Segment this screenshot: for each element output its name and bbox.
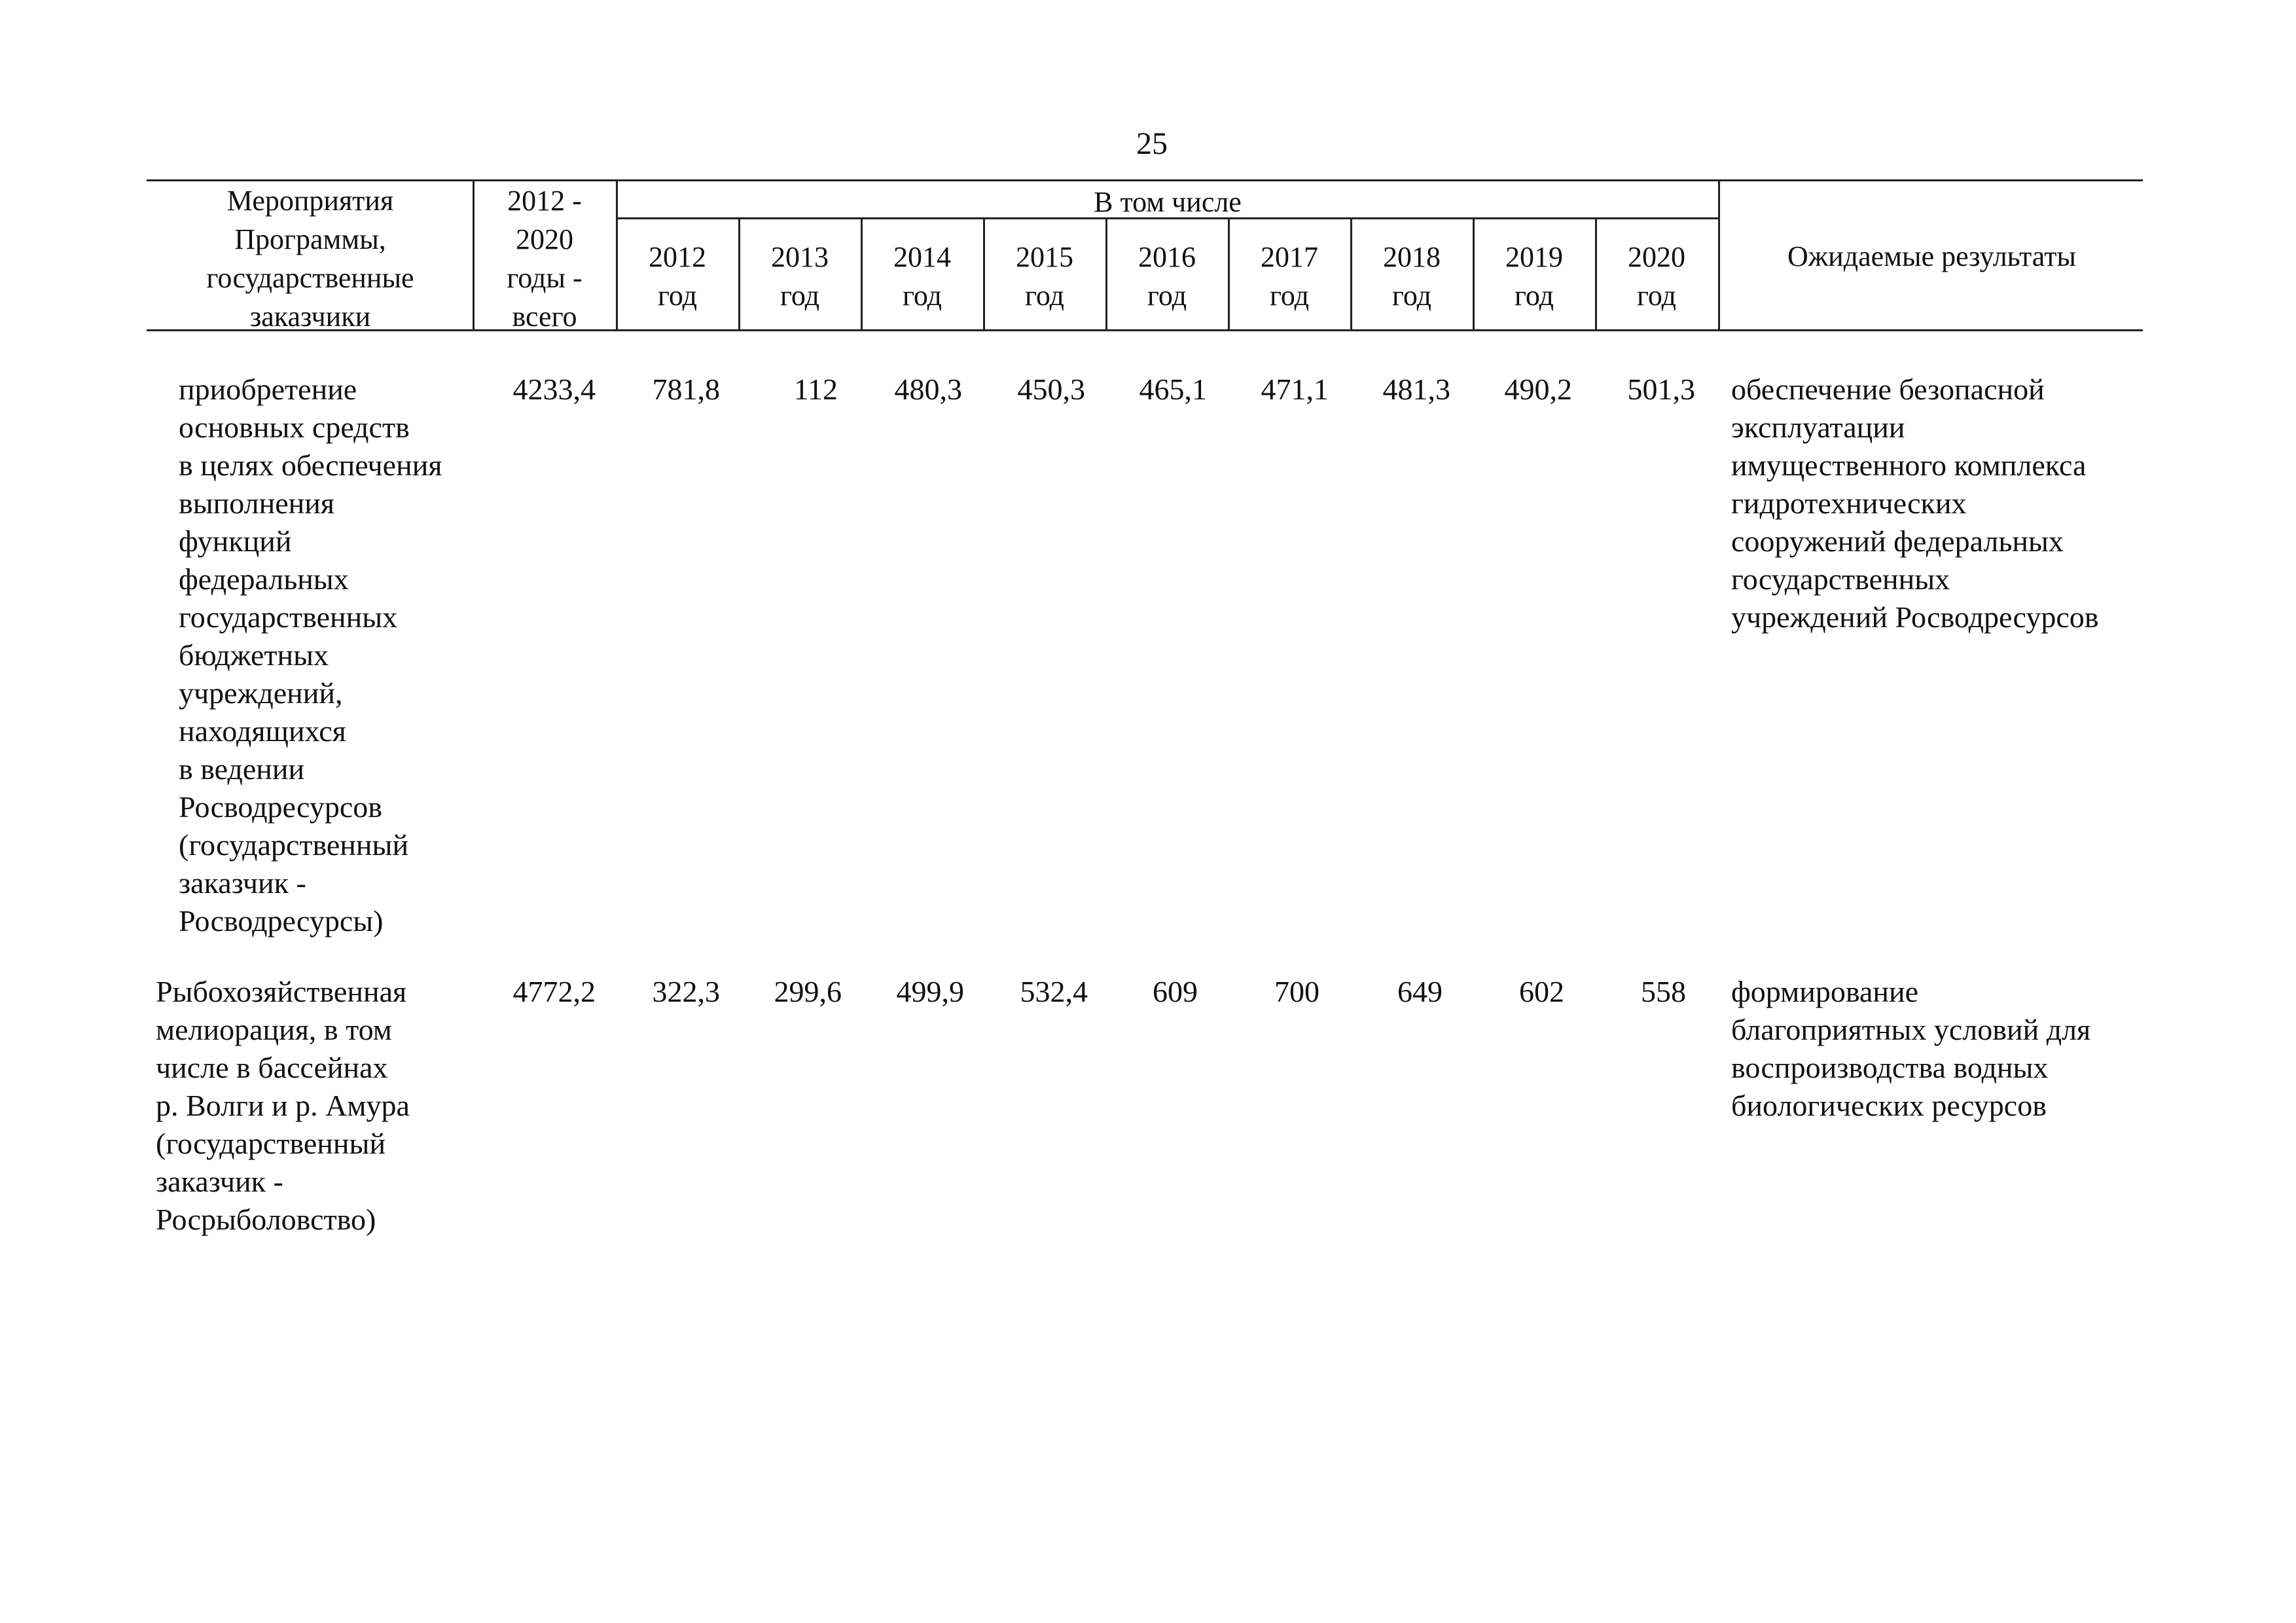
result-line: государственных — [1731, 562, 1950, 596]
header-total — [475, 181, 614, 336]
measure-line: заказчик - — [156, 1165, 283, 1198]
header-year-number: 2014 — [893, 241, 951, 273]
row-1-result — [1731, 371, 2137, 636]
row-2-value-2019: 602 — [1519, 975, 1564, 1008]
result-line: гидротехнических — [1731, 486, 1967, 520]
header-measures-line: Мероприятия — [226, 185, 394, 217]
header-year-number: 2012 — [649, 241, 706, 273]
row-2-result — [1731, 973, 2137, 1125]
measure-line: федеральных — [179, 562, 349, 596]
result-line: учреждений Росводресурсов — [1731, 600, 2099, 634]
header-year-unit: год — [1514, 280, 1554, 312]
measure-line: приобретение — [179, 373, 357, 406]
row-1-measure — [179, 371, 470, 940]
row-2-value-2017: 700 — [1274, 975, 1319, 1008]
divider-measures-total — [473, 179, 475, 329]
measure-line: государственных — [179, 600, 398, 634]
measure-line: Росводресурсов — [179, 790, 382, 824]
result-line: обеспечение безопасной — [1731, 373, 2045, 406]
measure-line: в целях обеспечения — [179, 448, 442, 482]
row-2-value-2014: 499,9 — [896, 975, 964, 1008]
row-1-value-2014: 480,3 — [894, 373, 962, 406]
row-1-value-2015: 450,3 — [1017, 373, 1085, 406]
header-year-number: 2019 — [1505, 241, 1563, 273]
header-year-unit: год — [1636, 280, 1677, 312]
header-year-number: 2018 — [1383, 241, 1441, 273]
header-year-2016 — [1108, 238, 1226, 315]
page-number: 25 — [1136, 126, 1168, 161]
measure-line: Росводресурсы) — [179, 904, 384, 938]
row-1-value-2020: 501,3 — [1627, 373, 1695, 406]
header-total-line: годы - — [507, 262, 583, 294]
measure-line: мелиорация, в том — [156, 1013, 392, 1046]
measure-line: Росрыболовство) — [156, 1203, 376, 1236]
divider-2018-2019 — [1473, 217, 1475, 329]
row-1-value-2017: 471,1 — [1261, 373, 1329, 406]
header-measures-line: государственные — [206, 262, 414, 294]
row-2-value-2016: 609 — [1153, 975, 1198, 1008]
measure-line: учреждений, — [179, 676, 343, 710]
row-1-total: 4233,4 — [512, 373, 596, 406]
header-year-unit: год — [1024, 280, 1065, 312]
row-2-value-2013: 299,6 — [774, 975, 842, 1008]
measure-line: в ведении — [179, 752, 305, 786]
header-year-unit: год — [902, 280, 942, 312]
header-year-2013 — [741, 238, 859, 315]
header-year-number: 2013 — [771, 241, 829, 273]
row-2-total: 4772,2 — [512, 975, 596, 1008]
header-year-2017 — [1230, 238, 1348, 315]
header-including: В том числе — [1094, 186, 1242, 218]
header-year-2012 — [619, 238, 736, 315]
header-year-unit: год — [780, 280, 820, 312]
row-2-value-2012: 322,3 — [652, 975, 720, 1008]
header-year-2020 — [1598, 238, 1715, 315]
header-year-2019 — [1475, 238, 1593, 315]
row-1-value-2018: 481,3 — [1382, 373, 1450, 406]
header-total-line: 2020 — [516, 223, 573, 255]
header-measures — [153, 181, 467, 336]
row-2-measure — [156, 973, 470, 1239]
divider-2017-2018 — [1350, 217, 1352, 329]
measure-line: (государственный — [156, 1127, 386, 1160]
result-line: воспроизводства водных — [1731, 1051, 2049, 1084]
result-line: сооружений федеральных — [1731, 524, 2064, 558]
header-year-unit: год — [1269, 280, 1310, 312]
header-year-2014 — [863, 238, 981, 315]
header-year-number: 2017 — [1261, 241, 1318, 273]
header-measures-line: заказчики — [249, 301, 371, 333]
divider-2014-2015 — [983, 217, 985, 329]
measure-line: заказчик - — [179, 866, 306, 900]
measure-line: (государственный — [179, 828, 409, 862]
header-total-line: всего — [512, 301, 577, 333]
header-year-unit: год — [1147, 280, 1187, 312]
row-2-value-2020: 558 — [1641, 975, 1686, 1008]
divider-years-results — [1718, 179, 1720, 329]
header-year-number: 2020 — [1628, 241, 1685, 273]
measure-line: основных средств — [179, 410, 410, 444]
header-total-line: 2012 - — [507, 185, 582, 217]
measure-line: Рыбохозяйственная — [156, 975, 407, 1008]
result-line: биологических ресурсов — [1731, 1089, 2047, 1122]
result-line: благоприятных условий для — [1731, 1013, 2091, 1046]
header-year-2018 — [1353, 238, 1471, 315]
row-1-value-2019: 490,2 — [1504, 373, 1572, 406]
header-year-unit: год — [1391, 280, 1432, 312]
header-year-2015 — [986, 238, 1103, 315]
divider-2016-2017 — [1228, 217, 1230, 329]
divider-2015-2016 — [1105, 217, 1107, 329]
row-2-value-2018: 649 — [1397, 975, 1443, 1008]
result-line: формирование — [1731, 975, 1919, 1008]
measure-line: р. Волги и р. Амура — [156, 1089, 410, 1122]
measure-line: бюджетных — [179, 638, 329, 672]
divider-2012-2013 — [738, 217, 740, 329]
result-line: имущественного комплекса — [1731, 448, 2087, 482]
result-line: эксплуатации — [1731, 410, 1905, 444]
header-year-number: 2016 — [1138, 241, 1196, 273]
measure-line: выполнения — [179, 486, 335, 520]
measure-line: функций — [179, 524, 292, 558]
row-1-value-2016: 465,1 — [1139, 373, 1207, 406]
measure-line: находящихся — [179, 714, 346, 748]
header-year-number: 2015 — [1016, 241, 1073, 273]
measure-line: числе в бассейнах — [156, 1051, 388, 1084]
row-2-value-2015: 532,4 — [1020, 975, 1088, 1008]
divider-2019-2020 — [1595, 217, 1597, 329]
row-1-value-2013: 112 — [793, 373, 838, 406]
header-measures-line: Программы, — [234, 223, 386, 255]
row-1-value-2012: 781,8 — [652, 373, 720, 406]
divider-2013-2014 — [861, 217, 863, 329]
header-year-unit: год — [657, 280, 698, 312]
header-results: Ожидаемые результаты — [1787, 240, 2076, 272]
